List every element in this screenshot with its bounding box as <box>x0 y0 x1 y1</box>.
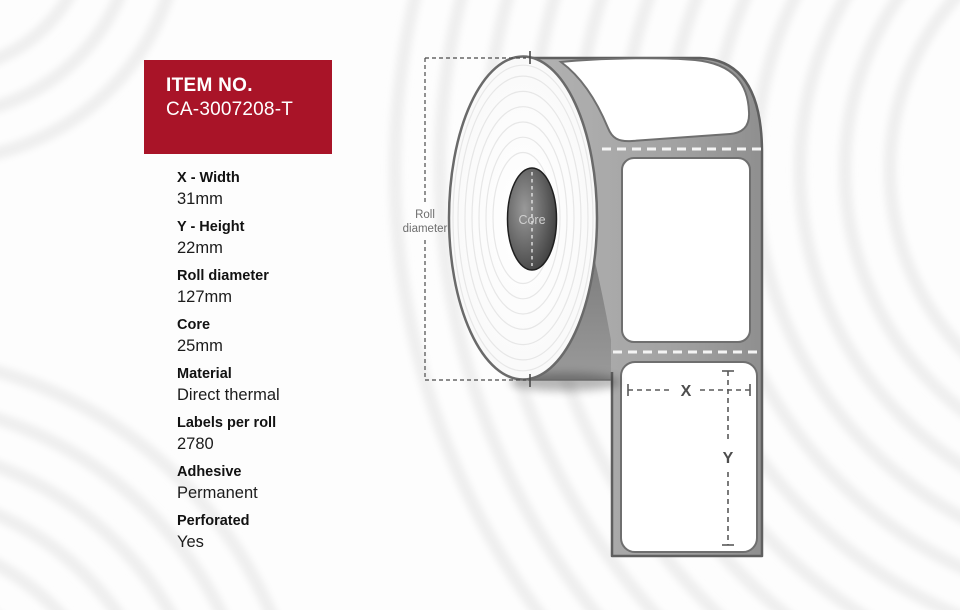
spec-value: 25mm <box>177 337 223 355</box>
spec-label: Core <box>177 317 211 333</box>
spec-list <box>177 170 397 562</box>
spec-label: Adhesive <box>177 464 242 480</box>
spec-adhesive <box>177 464 397 503</box>
y-dimension-label: Y <box>722 450 734 467</box>
spec-value: 2780 <box>177 435 214 453</box>
spec-label: Roll diameter <box>177 268 269 284</box>
spec-label: Perforated <box>177 513 250 529</box>
spec-value: Permanent <box>177 484 258 502</box>
roll-diameter-label-line2: diameter <box>402 223 448 235</box>
spec-value: Direct thermal <box>177 386 280 404</box>
x-dimension-label: X <box>680 383 692 400</box>
spec-material <box>177 366 397 405</box>
spec-label: Material <box>177 366 232 382</box>
spec-core <box>177 317 397 356</box>
middle-label <box>622 158 750 342</box>
spec-value: 22mm <box>177 239 223 257</box>
spec-label: Labels per roll <box>177 415 277 431</box>
spec-y-height <box>177 219 397 258</box>
item-no-title: ITEM NO. <box>166 75 253 96</box>
spec-perforated <box>177 513 397 552</box>
spec-x-width <box>177 170 397 209</box>
spec-value: 127mm <box>177 288 233 306</box>
spec-value: Yes <box>177 533 204 551</box>
spec-value: 31mm <box>177 190 223 208</box>
spec-labels-per-roll <box>177 415 397 454</box>
spec-label: Y - Height <box>177 219 245 235</box>
spec-roll-diameter <box>177 268 397 307</box>
roll-diameter-label-line1: Roll <box>415 209 435 221</box>
core-label: Core <box>518 213 546 227</box>
spec-label: X - Width <box>177 170 240 186</box>
item-number: CA-3007208-T <box>166 99 294 120</box>
item-number-box <box>144 60 332 154</box>
